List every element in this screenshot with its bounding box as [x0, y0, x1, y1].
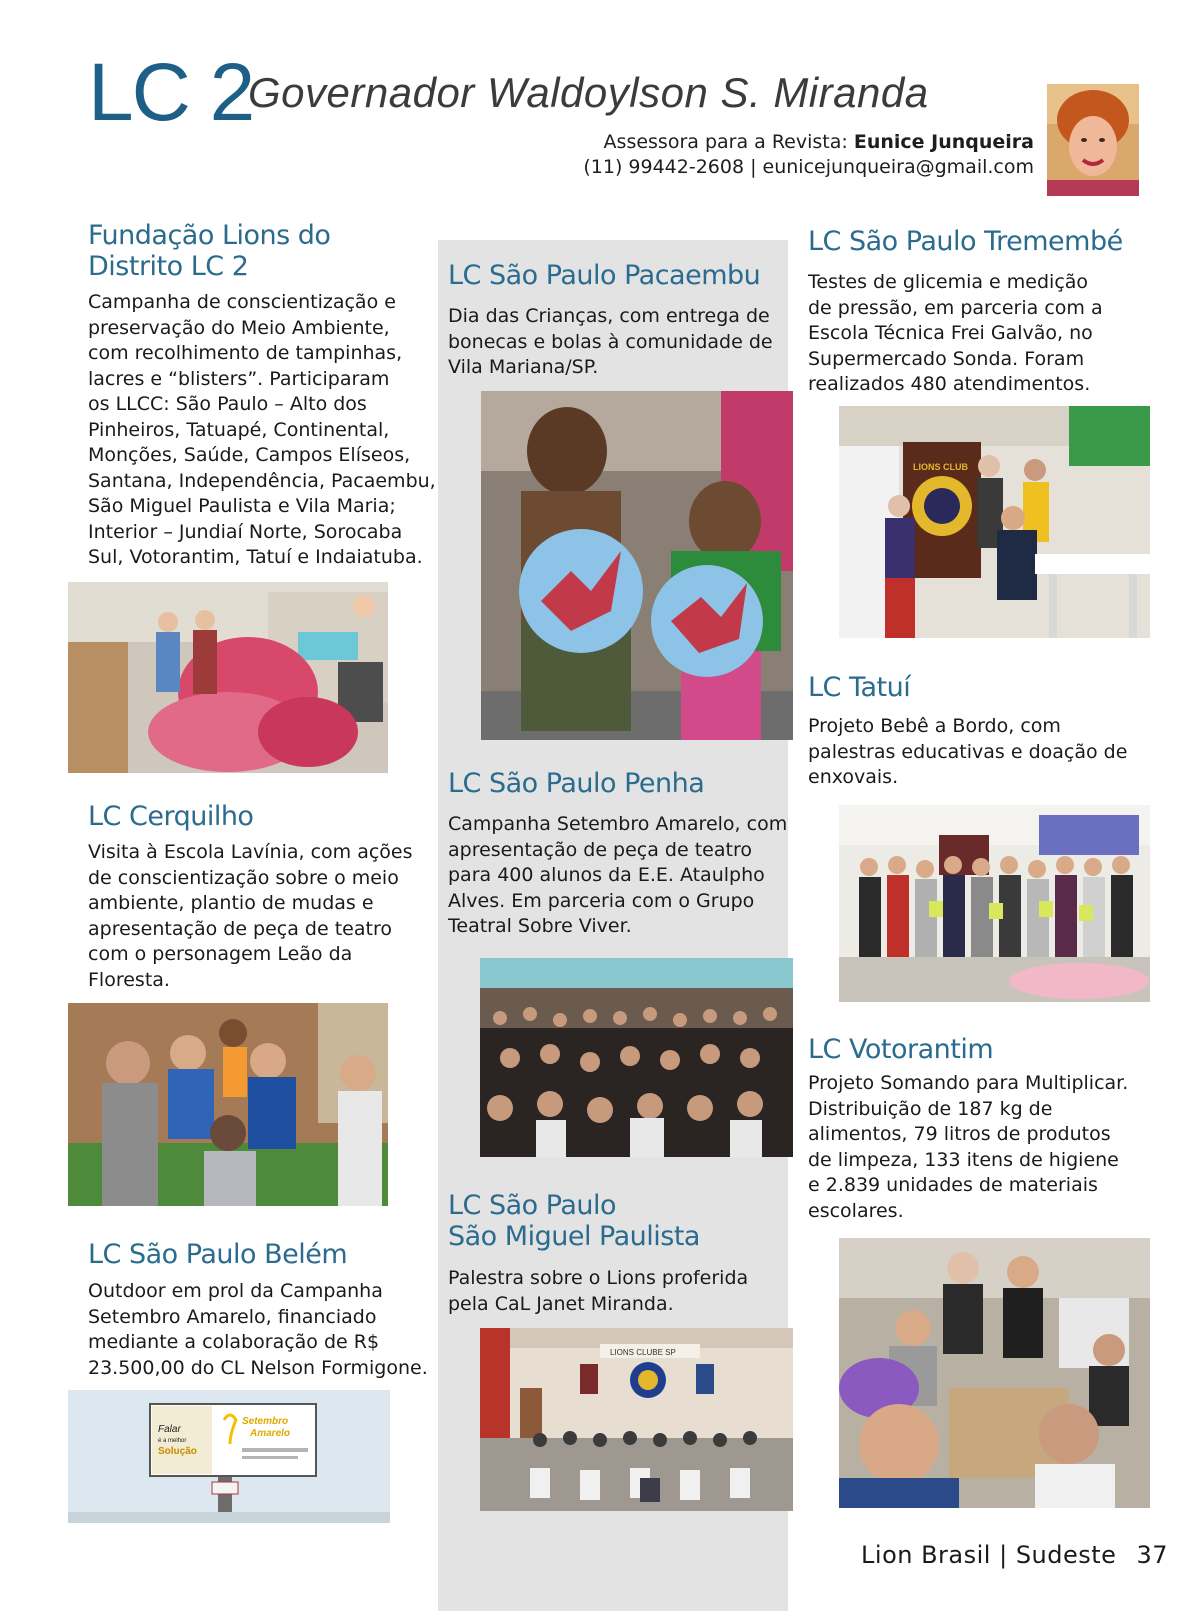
text-line: Alves. Em parceria com o Grupo	[448, 889, 755, 912]
section-text-belem	[88, 1279, 428, 1381]
text-line: Interior – Jundiaí Norte, Sorocaba	[88, 520, 403, 543]
page-footer	[861, 1541, 1168, 1569]
text-line: e 2.839 unidades de materiais	[808, 1174, 1098, 1196]
billboard-amarelo: Amarelo	[250, 1428, 291, 1439]
text-line: lacres e “blisters”. Participaram	[88, 367, 390, 390]
text-line: Dia das Crianças, com entrega de	[448, 305, 770, 327]
section-title-belem: LC São Paulo Belém	[88, 1239, 348, 1270]
section-title-votorantim: LC Votorantim	[808, 1034, 994, 1065]
text-line: enxovais.	[808, 766, 899, 788]
section-text-sao-miguel	[448, 1266, 748, 1317]
photo-tremembe-health-tests	[839, 406, 1150, 638]
text-line: São Miguel Paulista e Vila Maria;	[88, 495, 396, 517]
photo-fundacao-donations	[68, 582, 388, 773]
billboard-melhor: é a melhor	[158, 1438, 187, 1444]
assessora-label: Assessora para a Revista:	[603, 131, 848, 153]
text-line: Setembro Amarelo, financiado	[88, 1305, 377, 1328]
text-line: de limpeza, 133 itens de higiene	[808, 1148, 1119, 1171]
title-line: Fundação Lions do	[88, 220, 331, 251]
text-line: pela CaL Janet Miranda.	[448, 1292, 674, 1315]
text-line: Monções, Saúde, Campos Elíseos,	[88, 444, 411, 466]
text-line: apresentação de peça de teatro	[88, 917, 392, 940]
text-line: apresentação de peça de teatro	[448, 838, 752, 861]
billboard-setembro: Setembro	[242, 1416, 289, 1427]
text-line: Teatral Sobre Viver.	[448, 915, 632, 937]
section-text-pacaembu	[448, 304, 773, 381]
section-title-pacaembu: LC São Paulo Pacaembu	[448, 260, 761, 291]
text-line: Distribuição de 187 kg de	[808, 1097, 1053, 1120]
section-text-penha	[448, 812, 787, 940]
section-title-cerquilho: LC Cerquilho	[88, 801, 254, 832]
text-line: com o personagem Leão da	[88, 943, 353, 965]
section-title-sao-miguel	[448, 1190, 700, 1252]
title-line: LC São Paulo	[448, 1190, 617, 1221]
text-line: Vila Mariana/SP.	[448, 356, 599, 378]
photo-belem-billboard	[68, 1390, 390, 1523]
text-line: Projeto Bebê a Bordo, com	[808, 715, 1061, 737]
assessora-line	[583, 130, 1034, 155]
text-line: Santana, Independência, Pacaembu,	[88, 469, 436, 492]
section-title-tatui: LC Tatuí	[808, 672, 911, 703]
section-text-tremembe	[808, 270, 1103, 398]
text-line: alimentos, 79 litros de produtos	[808, 1123, 1111, 1145]
text-line: Floresta.	[88, 968, 170, 991]
text-line: com recolhimento de tampinhas,	[88, 342, 403, 364]
title-line: Distrito LC 2	[88, 251, 249, 282]
text-line: Testes de glicemia e medição	[808, 271, 1089, 293]
text-line: de pressão, em parceria com a	[808, 296, 1103, 319]
billboard-falar: Falar	[158, 1424, 181, 1435]
text-line: escolares.	[808, 1199, 904, 1222]
text-line: Visita à Escola Lavínia, com ações	[88, 841, 413, 863]
text-line: realizados 480 atendimentos.	[808, 373, 1091, 395]
photo-cerquilho-children	[68, 1003, 388, 1206]
photo-tatui-group	[839, 805, 1150, 1002]
photo-pacaembu-kids-balls	[481, 391, 793, 740]
text-line: para 400 alunos da E.E. Ataulpho	[448, 864, 765, 886]
banner-lions-club: LIONS CLUB	[913, 462, 968, 472]
text-line: de conscientização sobre o meio	[88, 866, 399, 889]
text-line: os LLCC: São Paulo – Alto dos	[88, 393, 367, 415]
banner-lions-clube: LIONS CLUBE SP	[610, 1348, 676, 1357]
text-line: Projeto Somando para Multiplicar.	[808, 1072, 1129, 1094]
text-line: Campanha Setembro Amarelo, com	[448, 813, 788, 835]
section-text-votorantim	[808, 1071, 1128, 1224]
photo-penha-students	[480, 958, 793, 1157]
text-line: Supermercado Sonda. Foram	[808, 347, 1085, 370]
text-line: ambiente, plantio de mudas e	[88, 892, 374, 914]
section-text-tatui	[808, 714, 1127, 791]
section-title-penha: LC São Paulo Penha	[448, 768, 705, 799]
text-line: bonecas e bolas à comunidade de	[448, 330, 773, 353]
assessora-contact: (11) 99442-2608 | eunicejunqueira@gmail.com	[583, 156, 1034, 178]
section-text-cerquilho	[88, 840, 413, 993]
text-line: 23.500,00 do CL Nelson Formigone.	[88, 1356, 428, 1379]
governor-name: Governador Waldoylson S. Miranda	[248, 69, 929, 116]
text-line: Pinheiros, Tatuapé, Continental,	[88, 418, 390, 441]
assessora-name: Eunice Junqueira	[853, 131, 1034, 153]
photo-sao-miguel-lecture	[480, 1328, 793, 1511]
magazine-name: Lion Brasil | Sudeste	[861, 1541, 1117, 1569]
assessora-portrait	[1047, 84, 1139, 196]
text-line: palestras educativas e doação de	[808, 740, 1128, 763]
district-label: LC 2	[88, 47, 254, 138]
text-line: mediante a colaboração de R$	[88, 1331, 380, 1353]
title-line: São Miguel Paulista	[448, 1221, 700, 1252]
text-line: Palestra sobre o Lions proferida	[448, 1267, 749, 1289]
section-title-tremembe: LC São Paulo Tremembé	[808, 226, 1123, 257]
section-text-fundacao	[88, 290, 436, 571]
text-line: Escola Técnica Frei Galvão, no	[808, 322, 1093, 344]
page-number: 37	[1136, 1541, 1168, 1569]
section-title-fundacao	[88, 220, 330, 282]
text-line: Campanha de conscientização e	[88, 291, 396, 313]
photo-votorantim-selfie	[839, 1238, 1150, 1508]
text-line: Sul, Votorantim, Tatuí e Indaiatuba.	[88, 546, 423, 568]
text-line: preservação do Meio Ambiente,	[88, 316, 390, 339]
assessora-info	[583, 130, 1034, 180]
billboard-solucao: Solução	[158, 1446, 197, 1457]
text-line: Outdoor em prol da Campanha	[88, 1280, 383, 1302]
